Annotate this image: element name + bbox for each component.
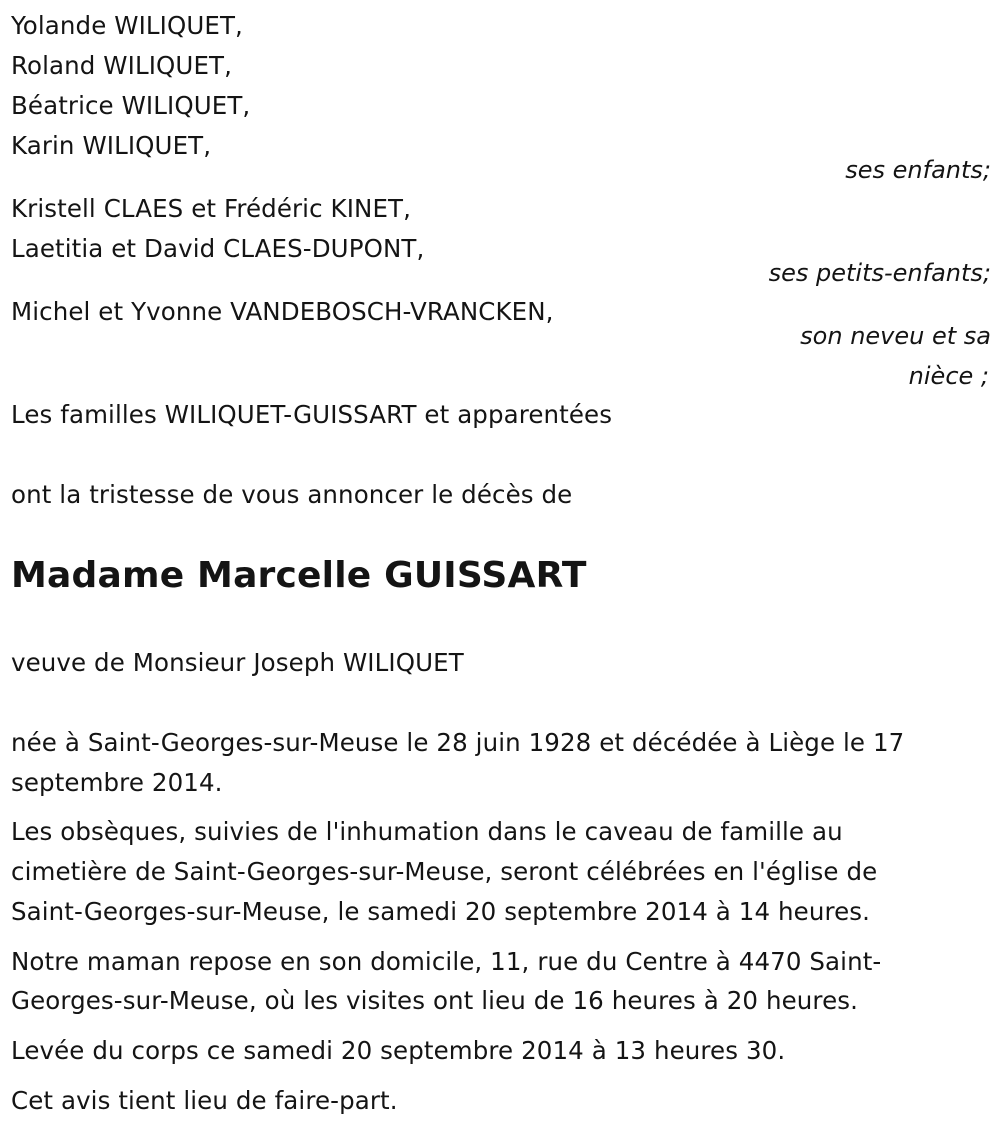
grandchild-name: Kristell CLAES et Frédéric KINET, (11, 194, 411, 223)
child-name: Yolande WILIQUET, (11, 11, 243, 40)
widow-of: veuve de Monsieur Joseph WILIQUET (11, 648, 464, 677)
nephew-niece-role-cont: nièce ; (908, 362, 989, 390)
funeral-info-cont: Saint-Georges-sur-Meuse, le samedi 20 septembre 2014 à 14 heures. (11, 897, 871, 926)
rest-info-cont: Georges-sur-Meuse, où les visites ont lieu de 16 heures à 20 heures. (11, 986, 858, 1015)
funeral-info: Les obsèques, suivies de l'inhumation dans le caveau de famille au (11, 817, 843, 846)
levee-info: Levée du corps ce samedi 20 septembre 2014 à 13 heures 30. (11, 1036, 786, 1065)
nephew-niece-names: Michel et Yvonne VANDEBOSCH-VRANCKEN, (11, 297, 554, 326)
notice-info: Cet avis tient lieu de faire-part. (11, 1086, 398, 1115)
birth-death-info: née à Saint-Georges-sur-Meuse le 28 juin 1928 et décédée à Liège le 17 (11, 728, 905, 757)
grandchild-name: Laetitia et David CLAES-DUPONT, (11, 234, 425, 263)
child-name: Roland WILIQUET, (11, 51, 232, 80)
rest-info: Notre maman repose en son domicile, 11, rue du Centre à 4470 Saint- (11, 947, 882, 976)
obituary-document (11, 0, 991, 1135)
funeral-info-cont: cimetière de Saint-Georges-sur-Meuse, seront célébrées en l'église de (11, 857, 878, 886)
child-name: Béatrice WILIQUET, (11, 91, 251, 120)
children-role: ses enfants; (845, 156, 991, 184)
birth-death-info-cont: septembre 2014. (11, 768, 223, 797)
deceased-name: Madame Marcelle GUISSART (11, 555, 587, 596)
grandchildren-role: ses petits-enfants; (768, 259, 991, 287)
child-name: Karin WILIQUET, (11, 131, 212, 160)
announcement: ont la tristesse de vous annoncer le décès de (11, 480, 573, 509)
nephew-niece-role: son neveu et sa (800, 322, 991, 350)
extended-families: Les familles WILIQUET-GUISSART et apparentées (11, 400, 613, 429)
